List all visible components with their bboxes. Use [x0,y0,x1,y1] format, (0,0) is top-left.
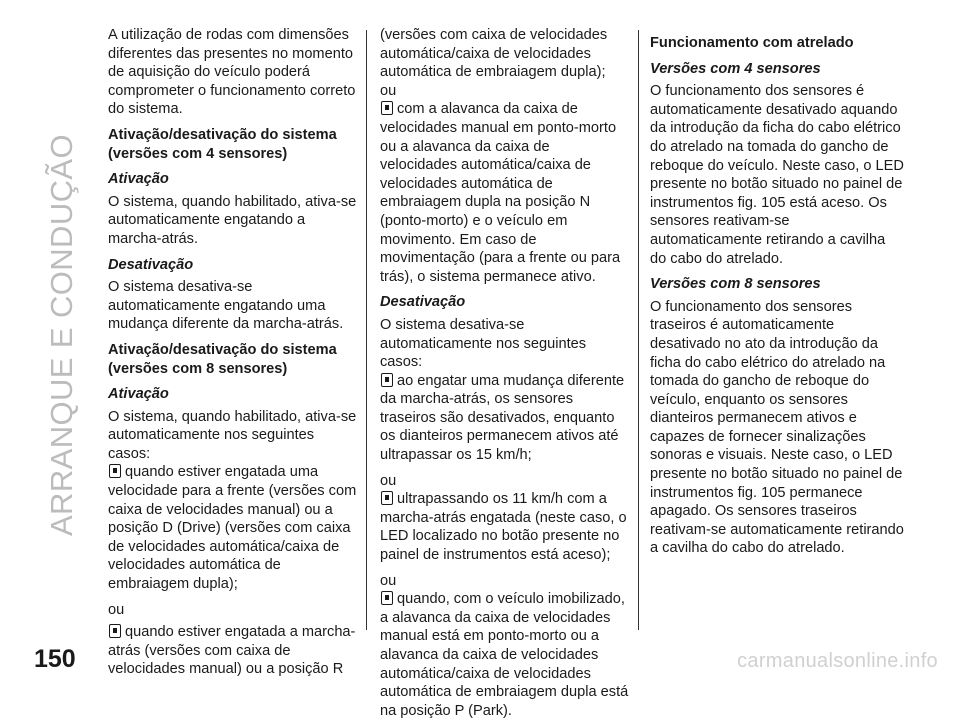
section-heading: Ativação/desativação do sistema (versões com 4 sensores) [108,126,337,162]
or-connector: ou [380,472,397,489]
or-connector: ou [380,82,397,99]
paragraph: O sistema, quando habilitado, ativa-se automaticamente engatando a marcha-atrás. [108,193,357,247]
paragraph: O funcionamento dos sensores traseiros é automaticamente desativado no ato da introdução da ficha do cabo elétrico do atrelado na tomada do gancho de reboque do veículo, enquanto os sensores dianteiros permanecem ativos e capazes de fornecer sinalizações sonoras e visuais. Neste caso, o LED presente no botão situado no painel de instrumentos fig. 105 permanece apagado. Os sensores traseiros reativam-se automaticamente retirando a cavilha do cabo do atrelado. [650,298,904,557]
bullet-icon [381,101,393,115]
section-heading: Ativação/desativação do sistema (versões com 8 sensores) [108,341,337,377]
subheading: Ativação [108,386,169,403]
footer-watermark: carmanualsonline.info [737,650,938,672]
bullet-text: com a alavanca da caixa de velocidades manual em ponto-morto ou a alavanca da caixa de velocidades automática/caixa de velocidades automática de embraiagem dupla na posição N (ponto-morto) e o veículo em movimento. Em caso de movimentação (para a frente ou para trás), o sistema permanece ativo. [380,101,621,285]
bullet-item [380,490,630,564]
column-divider [638,30,639,630]
text-column-3 [650,26,905,565]
bullet-text: ao engatar uma mudança diferente da marcha-atrás, os sensores traseiros são desativados, enquanto os dianteiros permanecem ativos até ultrapassar os 15 km/h; [380,372,625,464]
paragraph: O funcionamento dos sensores é automaticamente desativado aquando da introdução da ficha do cabo elétrico do atrelado na tomada do gancho de reboque do veículo. Neste caso, o LED presente no botão situado no painel de instrumentos fig. 105 está aceso. Os sensores reativam-se automaticamente retirando a cavilha do cabo do atrelado. [650,83,904,267]
bullet-item [108,623,358,679]
text-column-1 [108,26,358,686]
bullet-icon [109,464,121,478]
subheading: Versões com 8 sensores [650,276,821,293]
subheading: Desativação [380,294,466,311]
bullet-text: quando estiver engatada a marcha-atrás (versões com caixa de velocidades manual) ou a posição R [108,624,356,678]
bullet-item [380,372,630,465]
paragraph: O sistema desativa-se automaticamente engatando uma mudança diferente da marcha-atrás. [108,279,344,333]
bullet-item [108,463,358,593]
bullet-icon [381,373,393,387]
bullet-icon [109,624,121,638]
section-heading: Funcionamento com atrelado [650,35,854,51]
paragraph: O sistema desativa-se automaticamente nos seguintes casos: [380,316,587,371]
bullet-text: quando, com o veículo imobilizado, a alavanca da caixa de velocidades manual está em ponto-morto ou a alavanca da caixa de velocidades automática/caixa de velocidades automática de embraiagem dupla está na posição P (Park). [380,591,629,719]
bullet-icon [381,591,393,605]
or-connector: ou [108,601,125,618]
page-number: 150 [34,645,76,673]
paragraph: (versões com caixa de velocidades automática/caixa de velocidades automática de embraiagem dupla); [380,27,608,81]
subheading: Desativação [108,256,194,273]
bullet-icon [381,491,393,505]
bullet-text: ultrapassando os 11 km/h com a marcha-atrás engatada (neste caso, o LED localizado no botão presente no painel de instrumentos está aceso); [380,491,627,564]
paragraph: O sistema, quando habilitado, ativa-se automaticamente nos seguintes casos: [108,408,357,462]
bullet-item [380,100,630,286]
subheading: Versões com 4 sensores [650,60,821,77]
column-divider [366,30,367,630]
text-column-2 [380,26,630,727]
bullet-text: quando estiver engatada uma velocidade para a frente (versões com caixa de velocidades manual) ou a posição D (Drive) (versões com caixa de velocidades automática/caixa de velocidades automática de embraiagem dupla); [108,464,357,593]
bullet-item [380,590,630,720]
subheading: Ativação [108,171,169,188]
section-title-vertical: ARRANQUE E CONDUÇÃO [44,133,79,537]
or-connector: ou [380,572,397,589]
paragraph: A utilização de rodas com dimensões diferentes das presentes no momento de aquisição do veículo poderá comprometer o funcionamento correto do sistema. [108,27,356,118]
